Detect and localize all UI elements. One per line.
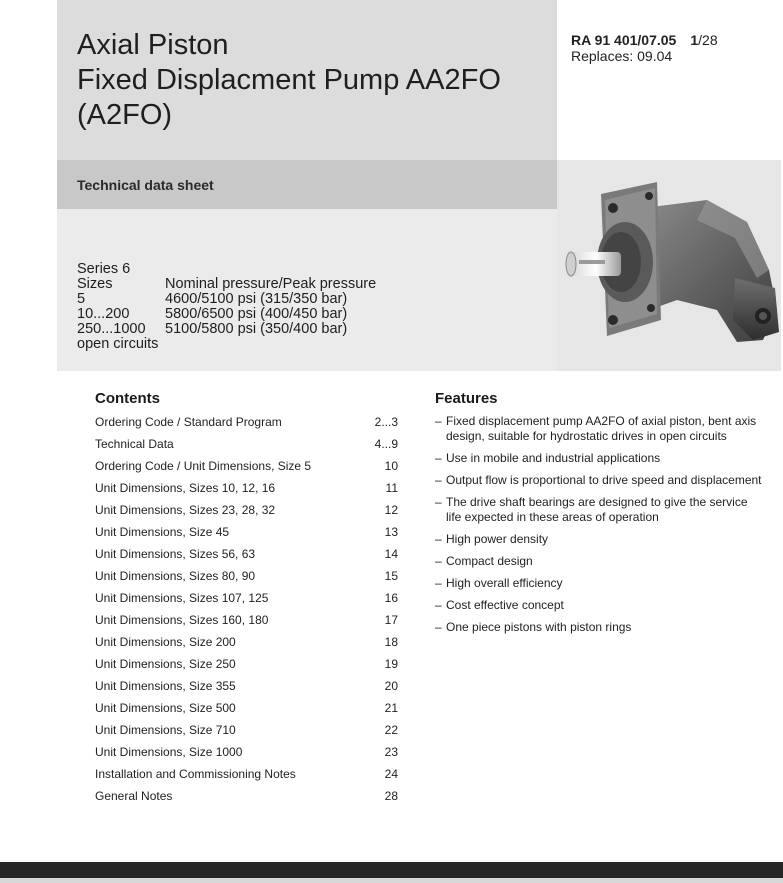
spec-size: 10...200 [77, 306, 130, 322]
toc-entry[interactable] [95, 480, 398, 502]
toc-page: 12 [384, 503, 398, 517]
toc-page: 13 [384, 525, 398, 539]
toc-entry[interactable] [95, 524, 398, 546]
toc-page: 11 [385, 481, 398, 495]
toc-label: Unit Dimensions, Sizes 80, 90 [95, 569, 256, 583]
title-line: Fixed Displacment Pump AA2FO [77, 64, 501, 96]
toc-page: 24 [384, 767, 398, 781]
spec-size: 5 [77, 291, 86, 307]
toc-page: 22 [384, 723, 398, 737]
feature-item: – Output flow is proportional to drive speed and displacement [435, 473, 765, 488]
toc-entry[interactable] [95, 414, 398, 436]
toc-label: Installation and Commissioning Notes [95, 767, 296, 781]
feature-item: – Fixed displacement pump AA2FO of axial piston, bent axis design, suitable for hydrostatic drives in open circuits [435, 414, 765, 444]
feature-item: – Compact design [435, 554, 765, 569]
feature-item: – One piece pistons with piston rings [435, 620, 765, 635]
toc-page: 4...9 [374, 437, 398, 451]
toc-page: 17 [384, 613, 398, 627]
circuits-label: open circuits [77, 336, 159, 352]
toc-page: 23 [384, 745, 398, 759]
feature-item: – The drive shaft bearings are designed to give the service life expected in these areas of operation [435, 495, 765, 525]
page-number: 1/28 [690, 32, 718, 48]
toc-page: 21 [384, 701, 398, 715]
features-heading: Features [435, 390, 498, 407]
series-label: Series 6 [77, 261, 131, 277]
spec-row [77, 306, 348, 322]
pressure-label: Nominal pressure/Peak pressure [165, 276, 377, 292]
toc-page: 19 [384, 657, 398, 671]
toc-label: Unit Dimensions, Sizes 10, 12, 16 [95, 481, 276, 495]
toc-entry[interactable] [95, 788, 398, 810]
toc-entry[interactable] [95, 502, 398, 524]
contents-list [95, 414, 398, 810]
toc-label: Unit Dimensions, Sizes 160, 180 [95, 613, 269, 627]
toc-label: Unit Dimensions, Size 1000 [95, 745, 243, 759]
toc-label: Unit Dimensions, Size 355 [95, 679, 236, 693]
toc-label: Unit Dimensions, Sizes 56, 63 [95, 547, 256, 561]
toc-label: Ordering Code / Unit Dimensions, Size 5 [95, 459, 312, 473]
toc-page: 18 [384, 635, 398, 649]
toc-page: 15 [384, 569, 398, 583]
toc-label: Unit Dimensions, Size 250 [95, 657, 236, 671]
axial-piston-pump-image [557, 160, 781, 371]
toc-label: Unit Dimensions, Size 200 [95, 635, 236, 649]
feature-item: – Cost effective concept [435, 598, 765, 613]
toc-page: 28 [384, 789, 398, 803]
toc-entry[interactable] [95, 634, 398, 656]
spec-pressure: 5800/6500 psi (400/450 bar) [165, 306, 348, 322]
contents-heading: Contents [95, 390, 160, 407]
toc-entry[interactable] [95, 744, 398, 766]
replaces-text: Replaces: 09.04 [571, 48, 673, 64]
footer-strip [0, 878, 783, 883]
spec-header-row [77, 276, 377, 292]
feature-item: – High overall efficiency [435, 576, 765, 591]
toc-entry[interactable] [95, 678, 398, 700]
document-title [77, 28, 501, 133]
doc-number: RA 91 401/07.05 [571, 32, 677, 48]
toc-entry[interactable] [95, 656, 398, 678]
document-reference [571, 32, 718, 64]
toc-label: Unit Dimensions, Size 45 [95, 525, 230, 539]
toc-label: Unit Dimensions, Size 710 [95, 723, 236, 737]
toc-page: 10 [384, 459, 398, 473]
spec-pressure: 5100/5800 psi (350/400 bar) [165, 321, 348, 337]
footer-bar [0, 862, 783, 878]
toc-page: 16 [384, 591, 398, 605]
sizes-label: Sizes [77, 276, 113, 292]
toc-entry[interactable] [95, 766, 398, 788]
feature-item: – High power density [435, 532, 765, 547]
title-line: (A2FO) [77, 99, 173, 131]
toc-entry[interactable] [95, 546, 398, 568]
spec-pressure: 4600/5100 psi (315/350 bar) [165, 291, 348, 307]
subtitle: Technical data sheet [77, 177, 214, 193]
toc-label: Unit Dimensions, Size 500 [95, 701, 236, 715]
toc-label: Unit Dimensions, Sizes 23, 28, 32 [95, 503, 276, 517]
toc-entry[interactable] [95, 700, 398, 722]
toc-page: 2...3 [374, 415, 398, 429]
toc-label: General Notes [95, 789, 173, 803]
toc-entry[interactable] [95, 612, 398, 634]
toc-label: Unit Dimensions, Sizes 107, 125 [95, 591, 269, 605]
toc-entry[interactable] [95, 590, 398, 612]
toc-entry[interactable] [95, 568, 398, 590]
toc-entry[interactable] [95, 436, 398, 458]
feature-item: – Use in mobile and industrial applications [435, 451, 765, 466]
toc-label: Technical Data [95, 437, 174, 451]
toc-page: 14 [384, 547, 398, 561]
spec-size: 250...1000 [77, 321, 146, 337]
toc-entry[interactable] [95, 722, 398, 744]
spec-block [77, 261, 377, 352]
toc-page: 20 [384, 679, 398, 693]
toc-label: Ordering Code / Standard Program [95, 415, 282, 429]
spec-row [77, 321, 348, 337]
features-list [435, 414, 765, 642]
toc-entry[interactable] [95, 458, 398, 480]
title-line: Axial Piston [77, 29, 229, 61]
spec-row [77, 291, 348, 307]
pump-illustration-icon [557, 160, 781, 371]
